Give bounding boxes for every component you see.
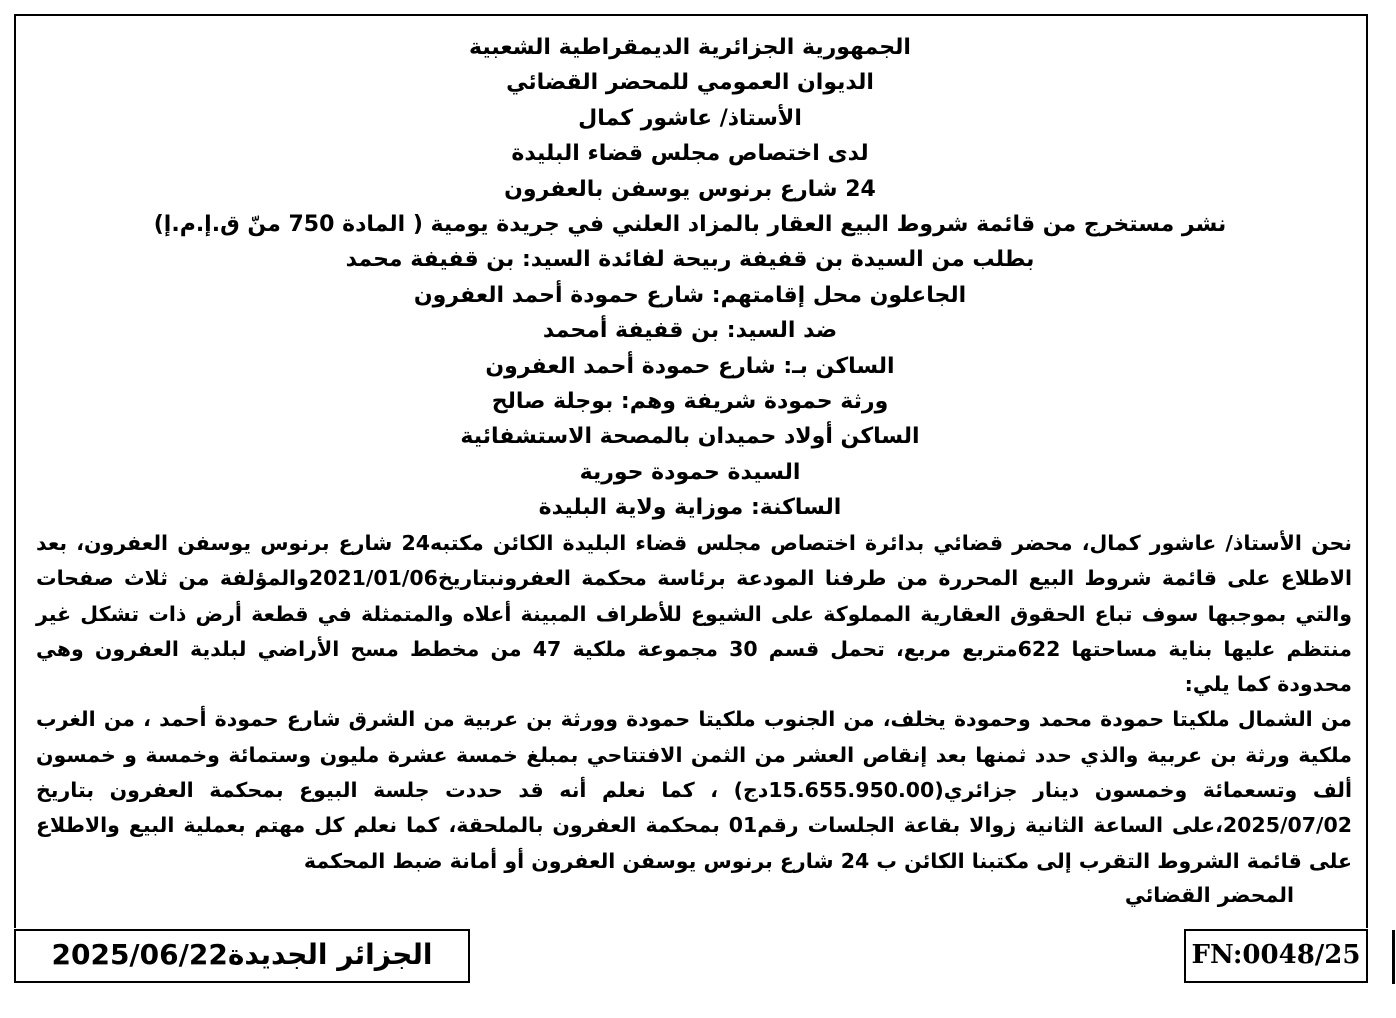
header-heirs: ورثة حمودة شريفة وهم: بوجلة صالح (491, 388, 889, 414)
header-office: الديوان العمومي للمحضر القضائي (506, 70, 874, 96)
edge-mark (1392, 930, 1395, 984)
notice-header (40, 30, 1340, 525)
header-republic: الجمهورية الجزائرية الديمقراطية الشعبية (469, 35, 911, 60)
header-jurisdiction: لدى اختصاص مجلس قضاء البليدة (511, 141, 869, 167)
header-bailiff-name: الأستاذ/ عاشور كمال (578, 105, 802, 131)
header-lady-residence: الساكنة: موزاية ولاية البليدة (538, 495, 842, 521)
header-address: 24 شارع برنوس يوسفن بالعفرون (504, 176, 876, 202)
signature-bailiff: المحضر القضائي (1124, 883, 1294, 907)
header-requester: بطلب من السيدة بن قفيفة ربيحة لفائدة السيد: بن قفيفة محمد (345, 247, 1035, 273)
newspaper-date-box: الجزائر الجديدة2025/06/22 (14, 929, 470, 983)
body-paragraph-boundaries: من الشمال ملكيتا حمودة محمد وحمودة يخلف، من الجنوب ملكيتا حمودة وورثة بن عربية من الشرق شارع حمودة أحمد ، من الغرب ملكية ورثة بن عربية والذي حدد ثمنها بعد إنقاص العشر من الثمن الافتتاحي بمبلغ خمسة عشرة مليون وستمائة وخمسة و خمسون ألف وتسعمائة وخمسون دينار جزائري(15.655.950.00دج) ، كما نعلم أنه قد حددت جلسة البيوع بمحكمة العفرون بتاريخ 2025/07/02،على الساعة الثانية زوالا بقاعة الجلسات رقم01 بمحكمة العفرون بالملحقة، كما نعلم كل مهتم بعملية البيع والاطلاع على قائمة الشروط التقرب إلى مكتبنا الكائن ب 24 شارع برنوس يوسفن العفرون أو أمانة ضبط المحكمة (36, 707, 1352, 873)
header-defendant: ضد السيد: بن قفيفة أمحمد (542, 318, 838, 344)
body-paragraph-intro: نحن الأستاذ/ عاشور كمال، محضر قضائي بدائرة اختصاص مجلس قضاء البليدة الكائن مكتبه24 شارع برنوس يوسفن العفرون، بعد الاطلاع على قائمة شروط البيع المحررة من طرفنا المودعة برئاسة محكمة العفرونبتاريخ2021/01/06والمؤلفة من ثلاث صفحات والتي بموجبها سوف تباع الحقوق العقارية المملوكة على الشيوع للأطراف المبينة أعلاه والمتمثلة في قطعة أرض ذات تشكل غير منتظم عليها بناية مساحتها 622متربع مربع، تحمل قسم 30 مجموعة ملكية 47 من مخطط مسح الأراضي لبلدية العفرون وهي محدودة كما يلي: (36, 531, 1353, 697)
notice-body (36, 526, 1352, 879)
header-requester-residence: الجاعلون محل إقامتهم: شارع حمودة أحمد العفرون (413, 282, 967, 308)
file-number-box: FN:0048/25 (1184, 929, 1368, 983)
header-lady: السيدة حمودة حورية (579, 459, 801, 485)
header-heirs-residence: الساكن أولاد حميدان بالمصحة الاستشفائية (460, 424, 920, 450)
header-publication-title: نشر مستخرج من قائمة شروط البيع العقار بالمزاد العلني في جريدة يومية ( المادة 750 منّ ق.إ.م.إ) (153, 211, 1227, 237)
signature-line (40, 878, 1352, 913)
header-defendant-residence: الساكن بـ: شارع حمودة أحمد العفرون (485, 353, 895, 379)
